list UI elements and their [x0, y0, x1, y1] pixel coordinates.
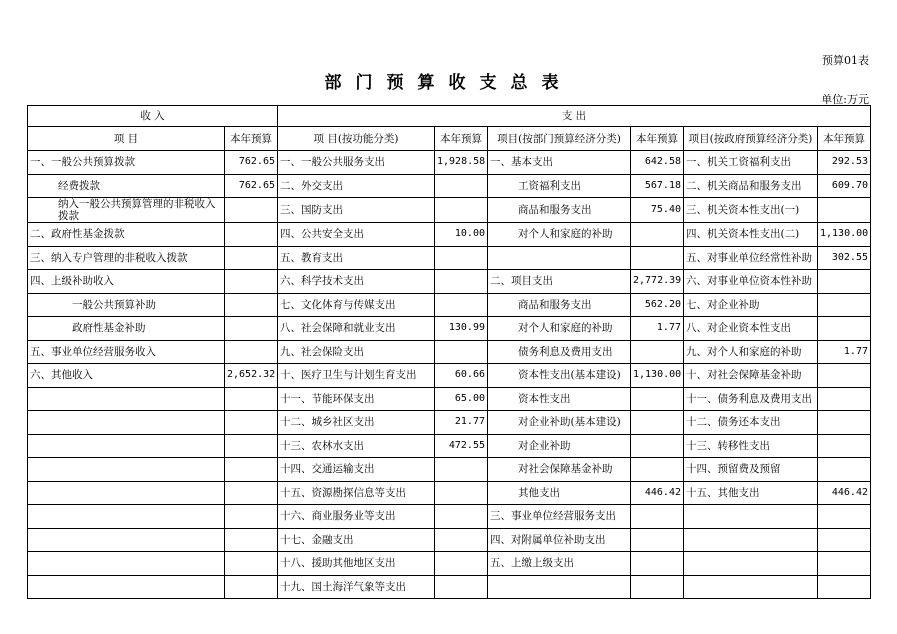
- table-row: [28, 293, 871, 317]
- dept-item-cell: 对社会保障基金补助: [488, 458, 631, 482]
- dept-item-cell: 对个人和家庭的补助: [488, 223, 631, 247]
- dept-item-cell: 债务利息及费用支出: [488, 340, 631, 364]
- func-budget-cell: [435, 552, 488, 576]
- income-budget-cell: [225, 481, 278, 505]
- dept-item-cell: [488, 246, 631, 270]
- func-item-cell: 七、文化体育与传媒支出: [278, 293, 435, 317]
- func-budget-cell: [435, 481, 488, 505]
- func-budget-cell: 472.55: [435, 434, 488, 458]
- income-item-cell: [28, 505, 225, 529]
- group-income-header: 收 入: [28, 106, 278, 127]
- dept-budget-cell: 1.77: [631, 317, 684, 341]
- gov-item-cell: 十四、预留费及预留: [684, 458, 818, 482]
- income-budget-cell: [225, 198, 278, 223]
- table-row: [28, 458, 871, 482]
- income-budget-cell: [225, 528, 278, 552]
- func-budget-cell: [435, 505, 488, 529]
- table-row: [28, 246, 871, 270]
- dept-item-cell: 五、上缴上级支出: [488, 552, 631, 576]
- col-income-budget: 本年预算: [225, 127, 278, 151]
- func-budget-cell: [435, 246, 488, 270]
- gov-item-cell: 七、对企业补助: [684, 293, 818, 317]
- func-budget-cell: [435, 293, 488, 317]
- income-item-cell: [28, 481, 225, 505]
- gov-item-cell: 十二、债务还本支出: [684, 411, 818, 435]
- gov-budget-cell: [818, 293, 871, 317]
- income-budget-cell: [225, 270, 278, 294]
- income-budget-cell: [225, 340, 278, 364]
- income-item-cell: [28, 434, 225, 458]
- dept-budget-cell: [631, 411, 684, 435]
- income-budget-cell: 2,652.32: [225, 364, 278, 388]
- col-gov-budget: 本年预算: [818, 127, 871, 151]
- income-budget-cell: [225, 458, 278, 482]
- income-item-cell: 六、其他收入: [28, 364, 225, 388]
- gov-item-cell: 十五、其他支出: [684, 481, 818, 505]
- func-budget-cell: [435, 198, 488, 223]
- form-number: 预算01表: [822, 54, 869, 67]
- dept-budget-cell: 567.18: [631, 174, 684, 198]
- income-item-cell: [28, 458, 225, 482]
- func-item-cell: 十九、国土海洋气象等支出: [278, 575, 435, 599]
- gov-item-cell: 二、机关商品和服务支出: [684, 174, 818, 198]
- gov-item-cell: 九、对个人和家庭的补助: [684, 340, 818, 364]
- func-item-cell: 九、社会保险支出: [278, 340, 435, 364]
- income-item-cell: [28, 528, 225, 552]
- dept-budget-cell: [631, 528, 684, 552]
- func-item-cell: 五、教育支出: [278, 246, 435, 270]
- dept-budget-cell: 446.42: [631, 481, 684, 505]
- income-item-cell: [28, 552, 225, 576]
- dept-item-cell: 对企业补助(基本建设): [488, 411, 631, 435]
- func-item-cell: 十四、交通运输支出: [278, 458, 435, 482]
- dept-budget-cell: [631, 223, 684, 247]
- gov-item-cell: [684, 505, 818, 529]
- income-item-cell: 四、上级补助收入: [28, 270, 225, 294]
- func-budget-cell: 21.77: [435, 411, 488, 435]
- income-budget-cell: 762.65: [225, 174, 278, 198]
- gov-budget-cell: 1,130.00: [818, 223, 871, 247]
- col-func-item: 项 目(按功能分类): [278, 127, 435, 151]
- dept-budget-cell: [631, 552, 684, 576]
- gov-budget-cell: 1.77: [818, 340, 871, 364]
- dept-budget-cell: [631, 387, 684, 411]
- dept-budget-cell: [631, 340, 684, 364]
- table-row: [28, 364, 871, 388]
- gov-budget-cell: [818, 317, 871, 341]
- dept-item-cell: 对个人和家庭的补助: [488, 317, 631, 341]
- income-budget-cell: [225, 246, 278, 270]
- income-budget-cell: [225, 505, 278, 529]
- dept-item-cell: 三、事业单位经营服务支出: [488, 505, 631, 529]
- dept-item-cell: 对企业补助: [488, 434, 631, 458]
- income-budget-cell: [225, 552, 278, 576]
- column-header-row: [28, 127, 871, 151]
- func-item-cell: 四、公共安全支出: [278, 223, 435, 247]
- gov-item-cell: 五、对事业单位经常性补助: [684, 246, 818, 270]
- gov-item-cell: [684, 575, 818, 599]
- table-row: [28, 317, 871, 341]
- gov-budget-cell: [818, 552, 871, 576]
- gov-budget-cell: [818, 434, 871, 458]
- func-item-cell: 八、社会保障和就业支出: [278, 317, 435, 341]
- func-item-cell: 一、一般公共服务支出: [278, 151, 435, 175]
- income-budget-cell: [225, 387, 278, 411]
- dept-item-cell: 商品和服务支出: [488, 293, 631, 317]
- table-row: [28, 223, 871, 247]
- func-item-cell: 二、外交支出: [278, 174, 435, 198]
- dept-item-cell: 资本性支出(基本建设): [488, 364, 631, 388]
- func-budget-cell: [435, 174, 488, 198]
- func-budget-cell: [435, 270, 488, 294]
- dept-item-cell: 四、对附属单位补助支出: [488, 528, 631, 552]
- func-item-cell: 十八、援助其他地区支出: [278, 552, 435, 576]
- page-title: 部门预算收支总表: [324, 73, 573, 93]
- table-row: [28, 575, 871, 599]
- table-row: [28, 151, 871, 175]
- gov-item-cell: 四、机关资本性支出(二): [684, 223, 818, 247]
- func-budget-cell: 10.00: [435, 223, 488, 247]
- gov-budget-cell: 302.55: [818, 246, 871, 270]
- col-func-budget: 本年预算: [435, 127, 488, 151]
- func-item-cell: 十、医疗卫生与计划生育支出: [278, 364, 435, 388]
- col-dept-item: 项目(按部门预算经济分类): [488, 127, 631, 151]
- gov-budget-cell: [818, 364, 871, 388]
- col-dept-budget: 本年预算: [631, 127, 684, 151]
- income-item-cell: 一、一般公共预算拨款: [28, 151, 225, 175]
- gov-item-cell: 一、机关工资福利支出: [684, 151, 818, 175]
- dept-budget-cell: 642.58: [631, 151, 684, 175]
- income-item-cell: 政府性基金补助: [28, 317, 225, 341]
- func-item-cell: 十五、资源勘探信息等支出: [278, 481, 435, 505]
- table-row: [28, 481, 871, 505]
- func-budget-cell: [435, 575, 488, 599]
- table-row: [28, 505, 871, 529]
- group-header-row: [28, 106, 871, 127]
- func-budget-cell: 130.99: [435, 317, 488, 341]
- dept-budget-cell: 2,772.39: [631, 270, 684, 294]
- income-item-cell: 一般公共预算补助: [28, 293, 225, 317]
- dept-budget-cell: [631, 434, 684, 458]
- dept-budget-cell: 75.40: [631, 198, 684, 223]
- func-item-cell: 三、国防支出: [278, 198, 435, 223]
- dept-budget-cell: [631, 458, 684, 482]
- income-budget-cell: [225, 434, 278, 458]
- gov-item-cell: 十一、债务利息及费用支出: [684, 387, 818, 411]
- income-budget-cell: [225, 223, 278, 247]
- func-budget-cell: [435, 340, 488, 364]
- gov-budget-cell: [818, 411, 871, 435]
- gov-item-cell: 十、对社会保障基金补助: [684, 364, 818, 388]
- gov-budget-cell: [818, 505, 871, 529]
- gov-budget-cell: [818, 270, 871, 294]
- func-item-cell: 十二、城乡社区支出: [278, 411, 435, 435]
- col-income-item: 项 目: [28, 127, 225, 151]
- gov-budget-cell: 446.42: [818, 481, 871, 505]
- income-budget-cell: [225, 575, 278, 599]
- dept-budget-cell: 562.20: [631, 293, 684, 317]
- gov-item-cell: [684, 528, 818, 552]
- func-item-cell: 六、科学技术支出: [278, 270, 435, 294]
- unit-label: 单位:万元: [821, 93, 869, 106]
- func-budget-cell: [435, 458, 488, 482]
- income-item-cell: 经费拨款: [28, 174, 225, 198]
- dept-item-cell: 一、基本支出: [488, 151, 631, 175]
- income-item-cell: [28, 387, 225, 411]
- income-budget-cell: [225, 411, 278, 435]
- gov-budget-cell: [818, 458, 871, 482]
- dept-item-cell: [488, 575, 631, 599]
- gov-item-cell: 三、机关资本性支出(一): [684, 198, 818, 223]
- gov-budget-cell: [818, 528, 871, 552]
- income-item-cell: [28, 575, 225, 599]
- func-budget-cell: 1,928.58: [435, 151, 488, 175]
- income-budget-cell: [225, 317, 278, 341]
- table-row: [28, 387, 871, 411]
- dept-budget-cell: [631, 575, 684, 599]
- income-item-cell: 三、纳入专户管理的非税收入拨款: [28, 246, 225, 270]
- table-row: [28, 528, 871, 552]
- func-budget-cell: 65.00: [435, 387, 488, 411]
- table-row: [28, 340, 871, 364]
- gov-budget-cell: 292.53: [818, 151, 871, 175]
- table-row: [28, 411, 871, 435]
- budget-table: [27, 105, 871, 599]
- gov-budget-cell: 609.70: [818, 174, 871, 198]
- gov-budget-cell: [818, 575, 871, 599]
- table-row: [28, 198, 871, 223]
- dept-item-cell: 工资福利支出: [488, 174, 631, 198]
- func-item-cell: 十七、金融支出: [278, 528, 435, 552]
- income-budget-cell: 762.65: [225, 151, 278, 175]
- income-budget-cell: [225, 293, 278, 317]
- income-item-cell: [28, 411, 225, 435]
- func-budget-cell: 60.66: [435, 364, 488, 388]
- dept-budget-cell: [631, 505, 684, 529]
- col-gov-item: 项目(按政府预算经济分类): [684, 127, 818, 151]
- func-item-cell: 十一、节能环保支出: [278, 387, 435, 411]
- dept-budget-cell: 1,130.00: [631, 364, 684, 388]
- table-row: [28, 174, 871, 198]
- gov-item-cell: 十三、转移性支出: [684, 434, 818, 458]
- func-item-cell: 十六、商业服务业等支出: [278, 505, 435, 529]
- dept-budget-cell: [631, 246, 684, 270]
- func-item-cell: 十三、农林水支出: [278, 434, 435, 458]
- income-item-cell: 五、事业单位经营服务收入: [28, 340, 225, 364]
- dept-item-cell: 商品和服务支出: [488, 198, 631, 223]
- dept-item-cell: 资本性支出: [488, 387, 631, 411]
- group-expense-header: 支 出: [278, 106, 871, 127]
- gov-item-cell: [684, 552, 818, 576]
- gov-budget-cell: [818, 387, 871, 411]
- gov-item-cell: 八、对企业资本性支出: [684, 317, 818, 341]
- income-item-cell: 纳入一般公共预算管理的非税收入拨款: [28, 198, 225, 223]
- income-item-cell: 二、政府性基金拨款: [28, 223, 225, 247]
- table-row: [28, 270, 871, 294]
- gov-item-cell: 六、对事业单位资本性补助: [684, 270, 818, 294]
- dept-item-cell: 二、项目支出: [488, 270, 631, 294]
- table-row: [28, 552, 871, 576]
- gov-budget-cell: [818, 198, 871, 223]
- dept-item-cell: 其他支出: [488, 481, 631, 505]
- table-row: [28, 434, 871, 458]
- func-budget-cell: [435, 528, 488, 552]
